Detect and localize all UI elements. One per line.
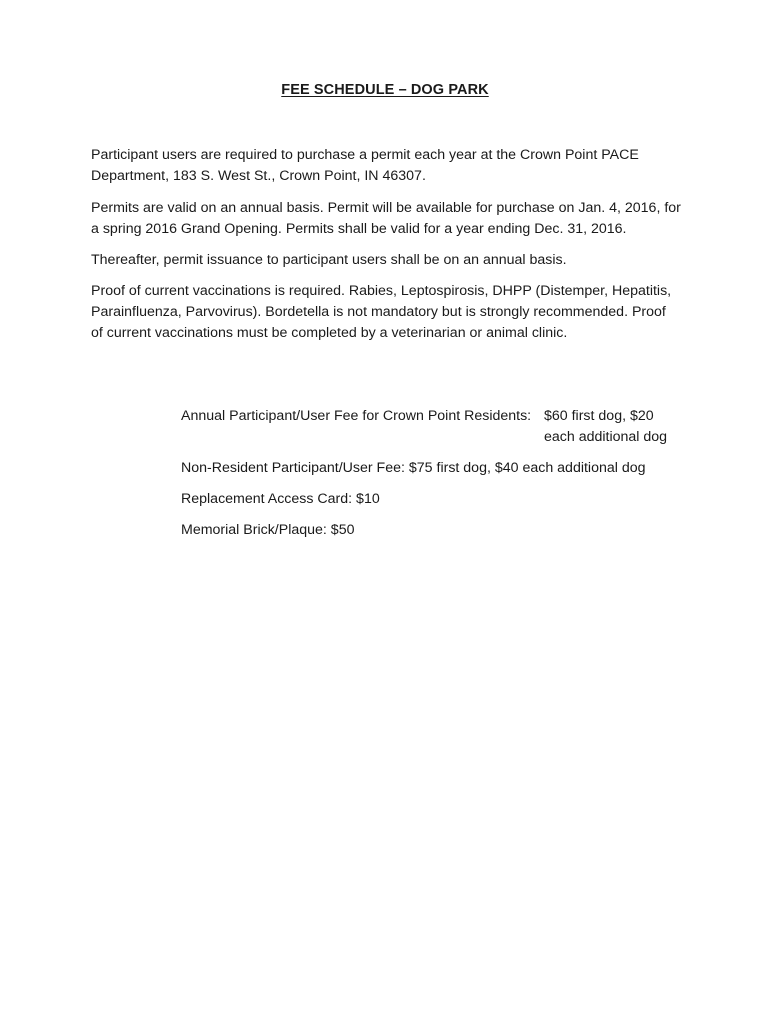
paragraph-permit-validity [91, 198, 681, 240]
paragraph-text: Participant users are required to purchase a permit each year at the Crown Point PACE Department, 183 S. West St., Crown Point, IN 46307. [91, 147, 639, 184]
fee-item-memorial-brick: Memorial Brick/Plaque: $50 [181, 522, 355, 538]
paragraph-permit-purchase [91, 145, 681, 187]
document-title: FEE SCHEDULE – DOG PARK [281, 82, 489, 98]
fee-label: Annual Participant/User Fee for Crown Point Residents: [181, 408, 532, 424]
paragraph-vaccinations [91, 281, 681, 344]
fee-item-non-resident: Non-Resident Participant/User Fee: $75 first dog, $40 each additional dog [181, 460, 646, 476]
fee-item-replacement-card: Replacement Access Card: $10 [181, 491, 380, 507]
paragraph-text: Permits are valid on an annual basis. Permit will be available for purchase on Jan. 4, 2016, for a spring 2016 Grand Opening. Permits shall be valid for a year ending Dec. 31, 2016. [91, 200, 681, 237]
fee-item-resident [181, 406, 681, 448]
paragraph-annual-issuance [91, 250, 681, 271]
paragraph-text: Thereafter, permit issuance to participant users shall be on an annual basis. [91, 252, 567, 268]
paragraph-text: Proof of current vaccinations is required. Rabies, Leptospirosis, DHPP (Distemper, Hepatitis, Parainfluenza, Parvovirus). Bordetella is not mandatory but is strongly recommended. Proof of current vaccinations must be completed by a veterinarian or animal clinic. [91, 283, 672, 341]
fee-value: $60 first dog, $20 each additional dog [544, 408, 668, 445]
